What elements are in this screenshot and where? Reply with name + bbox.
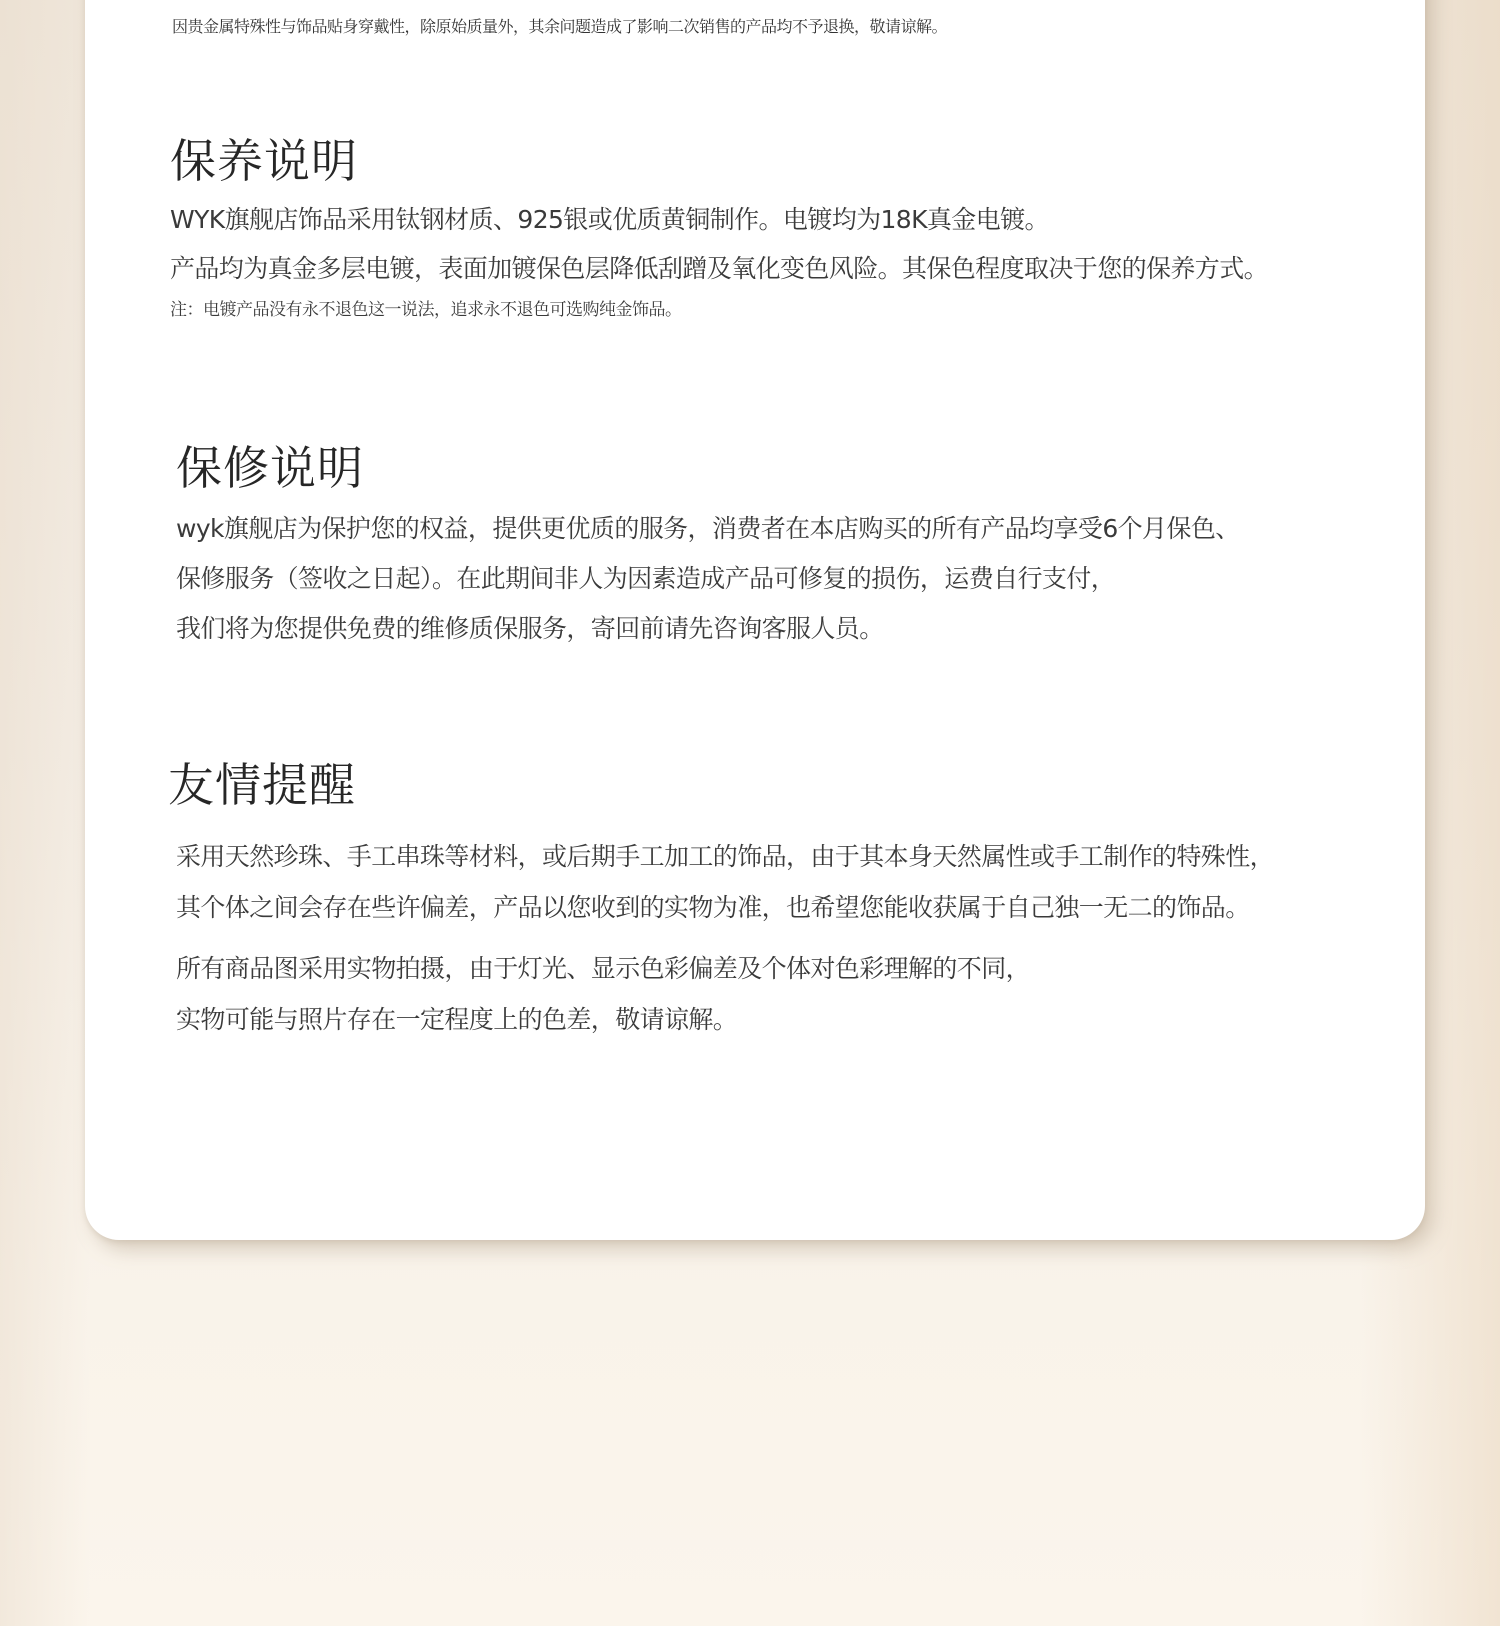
care-instructions-section: [170, 133, 1268, 325]
reminder-p2-line-2: 实物可能与照片存在一定程度上的色差，敬请谅解。: [176, 1005, 738, 1034]
reminder-p2-line-1: 所有商品图采用实物拍摄，由于灯光、显示色彩偏差及个体对色彩理解的不同，: [176, 954, 1031, 983]
care-instructions-title: 保养说明: [170, 134, 358, 188]
reminder-p1-line-2: 其个体之间会存在些许偏差，产品以您收到的实物为准，也希望您能收获属于自己独一无二的饰品。: [176, 893, 1250, 922]
warranty-line-2: 保修服务（签收之日起）。在此期间非人为因素造成产品可修复的损伤，运费自行支付，: [176, 564, 1116, 593]
care-line-1: WYK旗舰店饰品采用钛钢材质、925银或优质黄铜制作。电镀均为18K真金电镀。: [170, 205, 1049, 234]
care-line-2: 产品均为真金多层电镀，表面加镀保色层降低刮蹭及氧化变色风险。其保色程度取决于您的保养方式。: [170, 254, 1269, 283]
warranty-line-3: 我们将为您提供免费的维修质保服务，寄回前请先咨询客服人员。: [176, 614, 884, 643]
reminder-p1-line-1: 采用天然珍珠、手工串珠等材料，或后期手工加工的饰品，由于其本身天然属性或手工制作的特殊性，: [176, 842, 1275, 871]
paragraph-spacer: [168, 933, 1274, 943]
friendly-reminder-title: 友情提醒: [168, 758, 356, 812]
return-policy-note: 因贵金属特殊性与饰品贴身穿戴性，除原始质量外，其余问题造成了影响二次销售的产品均不予退换，敬请谅解。: [172, 17, 948, 36]
care-footnote: 注：电镀产品没有永不退色这一说法，追求永不退色可选购纯金饰品。: [170, 300, 682, 320]
warranty-line-1: wyk旗舰店为保护您的权益，提供更优质的服务，消费者在本店购买的所有产品均享受6个月保色、: [176, 514, 1240, 543]
background-left-glow: [0, 0, 90, 1626]
warranty-section: [176, 440, 1240, 654]
friendly-reminder-section: [168, 757, 1274, 1045]
warranty-title: 保修说明: [176, 441, 364, 495]
